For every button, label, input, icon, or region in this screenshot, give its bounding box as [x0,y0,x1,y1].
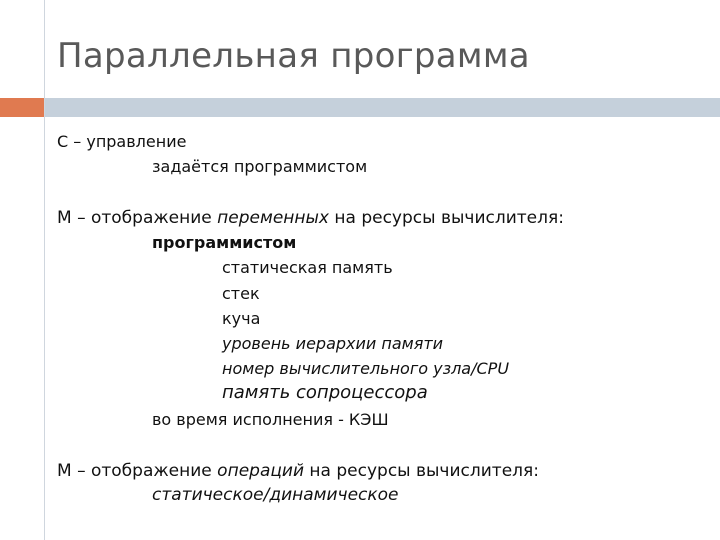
m-operations-prefix: М – отображение [57,461,218,481]
c-control-detail: задаётся программистом [152,157,368,176]
list-item-memory-hierarchy: уровень иерархии памяти [222,334,444,353]
title-underline-band [45,98,720,117]
by-programmer-label: программистом [152,233,297,252]
m-variables-italic: переменных [217,208,329,228]
left-vertical-rule [44,0,45,540]
title-accent-block [0,98,44,117]
m-variables-prefix: М – отображение [57,208,218,228]
slide-title: Параллельная программа [57,36,530,76]
list-item-coprocessor-memory: память сопроцессора [222,382,428,403]
list-item-heap: куча [222,309,261,328]
runtime-cache-label: во время исполнения - КЭШ [152,410,389,429]
m-operations-italic: операций [217,461,305,481]
m-variables-suffix: на ресурсы вычислителя: [329,208,564,228]
m-variables-heading [57,208,564,228]
list-item-node-cpu: номер вычислительного узла/CPU [222,359,510,378]
m-operations-heading [57,461,539,481]
list-item-stack: стек [222,284,260,303]
static-dynamic-label: статическое/динамическое [152,485,399,505]
m-operations-suffix: на ресурсы вычислителя: [304,461,539,481]
c-control-label: С – управление [57,132,187,151]
list-item-static-memory: статическая память [222,258,393,277]
